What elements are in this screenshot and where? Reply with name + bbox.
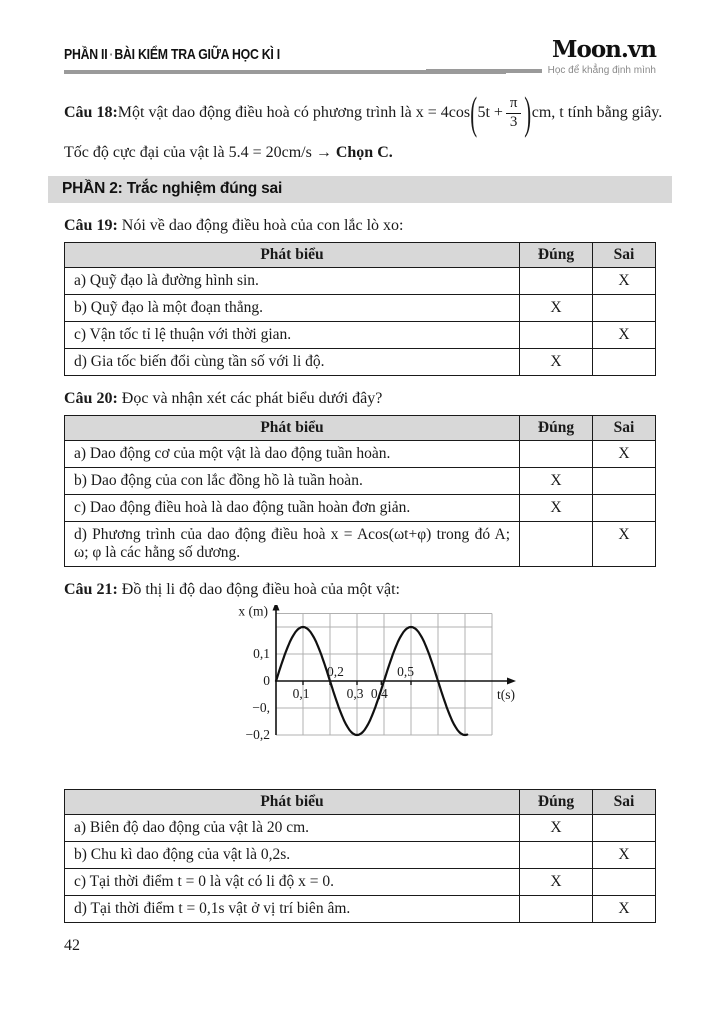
sai-mark-cell: X: [593, 896, 656, 923]
sai-mark-cell: X: [593, 322, 656, 349]
svg-text:0,5: 0,5: [397, 664, 415, 679]
displacement-graph-wrap: [224, 605, 656, 782]
question-20-title: [64, 390, 656, 408]
brand-tagline: Học để khẳng định mình: [547, 65, 656, 76]
dung-mark-cell: [520, 522, 593, 567]
question-20-table: [64, 415, 656, 567]
fraction-numerator: π: [509, 95, 518, 112]
column-header: Sai: [593, 243, 656, 268]
solution-text: Tốc độ cực đại của vật là 5.4 = 20cm/s →: [64, 144, 336, 161]
column-header: Đúng: [520, 416, 593, 441]
statement-cell: b) Chu kì dao động của vật là 0,2s.: [65, 842, 520, 869]
question-18-label: Câu 18:: [64, 104, 118, 121]
dung-mark-cell: X: [520, 495, 593, 522]
question-19-table: [64, 242, 656, 376]
question-21-table: [64, 789, 656, 923]
dung-mark-cell: X: [520, 869, 593, 896]
statement-row: [65, 495, 656, 522]
question-19-label: Câu 19:: [64, 217, 118, 234]
sai-mark-cell: X: [593, 441, 656, 468]
question-18: [64, 86, 663, 140]
statement-cell: c) Tại thời điểm t = 0 là vật có li độ x = 0.: [65, 869, 520, 896]
question-19-text: Nói về dao động điều hoà của con lắc lò xo:: [117, 217, 404, 234]
dung-mark-cell: X: [520, 815, 593, 842]
statement-row: [65, 522, 656, 567]
dung-mark-cell: [520, 322, 593, 349]
statement-row: [65, 869, 656, 896]
statement-cell: b) Quỹ đạo là một đoạn thẳng.: [65, 295, 520, 322]
chosen-answer: Chọn C.: [335, 144, 393, 161]
question-21-title: [64, 581, 656, 599]
sai-mark-cell: X: [593, 268, 656, 295]
dung-mark-cell: X: [520, 468, 593, 495]
statement-row: [65, 441, 656, 468]
header-chapter-title: BÀI KIỂM TRA GIỮA HỌC KÌ I: [114, 46, 280, 63]
sai-mark-cell: [593, 815, 656, 842]
svg-text:0,2: 0,2: [326, 664, 344, 679]
statement-cell: c) Vận tốc tỉ lệ thuận với thời gian.: [65, 322, 520, 349]
dung-mark-cell: [520, 441, 593, 468]
dung-mark-cell: X: [520, 349, 593, 376]
sai-mark-cell: X: [593, 522, 656, 567]
column-header: Phát biểu: [65, 790, 520, 815]
statement-row: [65, 815, 656, 842]
open-paren: (: [470, 86, 478, 138]
statement-row: [65, 842, 656, 869]
statement-cell: a) Biên độ dao động của vật là 20 cm.: [65, 815, 520, 842]
formula-inner: 5t +: [477, 104, 503, 121]
question-20-label: Câu 20:: [64, 390, 118, 407]
svg-text:0,1: 0,1: [292, 686, 310, 701]
question-21-text: Đồ thị li độ dao động điều hoà của một vật:: [117, 581, 400, 598]
square-separator-icon: ▪: [109, 50, 112, 59]
column-header: Phát biểu: [65, 243, 520, 268]
svg-text:0,1: 0,1: [253, 646, 270, 661]
question-20-text: Đọc và nhận xét các phát biểu dưới đây?: [117, 390, 383, 407]
statement-row: [65, 896, 656, 923]
close-paren: ): [524, 86, 532, 138]
sai-mark-cell: [593, 869, 656, 896]
brand-logo: Moon.vn: [552, 36, 656, 63]
column-header: Đúng: [520, 790, 593, 815]
statement-row: [65, 468, 656, 495]
sai-mark-cell: [593, 495, 656, 522]
dung-mark-cell: [520, 268, 593, 295]
header-section: PHẦN II: [64, 46, 108, 63]
statement-row: [65, 349, 656, 376]
svg-text:x (m): x (m): [238, 605, 268, 619]
brand-block: [506, 38, 656, 76]
statement-cell: a) Dao động cơ của một vật là dao động tuần hoàn.: [65, 441, 520, 468]
svg-text:0,4: 0,4: [370, 686, 388, 701]
statement-row: [65, 322, 656, 349]
statement-cell: d) Gia tốc biến đổi cùng tần số với li độ.: [65, 349, 520, 376]
svg-text:t(s): t(s): [497, 687, 515, 702]
statement-cell: c) Dao động điều hoà là dao động tuần hoàn đơn giản.: [65, 495, 520, 522]
dung-mark-cell: [520, 842, 593, 869]
brand-dash: [426, 69, 542, 73]
question-18-text: Một vật dao động điều hoà có phương trình là x = 4cos: [117, 104, 471, 121]
sai-mark-cell: [593, 349, 656, 376]
dung-mark-cell: X: [520, 295, 593, 322]
statement-row: [65, 295, 656, 322]
statement-cell: a) Quỹ đạo là đường hình sin.: [65, 268, 520, 295]
sai-mark-cell: [593, 295, 656, 322]
svg-text:−0,: −0,: [252, 700, 270, 715]
statement-cell: d) Phương trình của dao động điều hoà x = Acos(ωt+φ) trong đó A; ω; φ là các hằng số dương.: [65, 522, 520, 567]
page-header: [64, 38, 656, 76]
dung-mark-cell: [520, 896, 593, 923]
svg-text:0: 0: [263, 673, 270, 688]
sai-mark-cell: X: [593, 842, 656, 869]
column-header: Sai: [593, 416, 656, 441]
part2-section-title: PHẦN 2: Trắc nghiệm đúng sai: [62, 180, 283, 197]
statement-row: [65, 268, 656, 295]
page-header-title: [64, 46, 426, 63]
page-number: 42: [64, 937, 80, 954]
part2-section-bar: [48, 176, 672, 203]
question-18-text-after: cm, t tính bằng giây.: [531, 104, 663, 121]
column-header: Sai: [593, 790, 656, 815]
question-19-title: [64, 217, 656, 235]
column-header: Đúng: [520, 243, 593, 268]
column-header: Phát biểu: [65, 416, 520, 441]
fraction-denominator: 3: [506, 113, 522, 131]
question-21-label: Câu 21:: [64, 581, 118, 598]
svg-text:0,3: 0,3: [346, 686, 364, 701]
brand-subline: [506, 65, 656, 76]
question-18-solution: [64, 144, 656, 162]
sai-mark-cell: [593, 468, 656, 495]
svg-text:−0,2: −0,2: [245, 727, 270, 742]
statement-cell: d) Tại thời điểm t = 0,1s vật ở vị trí biên âm.: [65, 896, 520, 923]
formula-fraction: [506, 95, 522, 131]
statement-cell: b) Dao động của con lắc đồng hồ là tuần hoàn.: [65, 468, 520, 495]
displacement-time-graph: [224, 605, 524, 777]
